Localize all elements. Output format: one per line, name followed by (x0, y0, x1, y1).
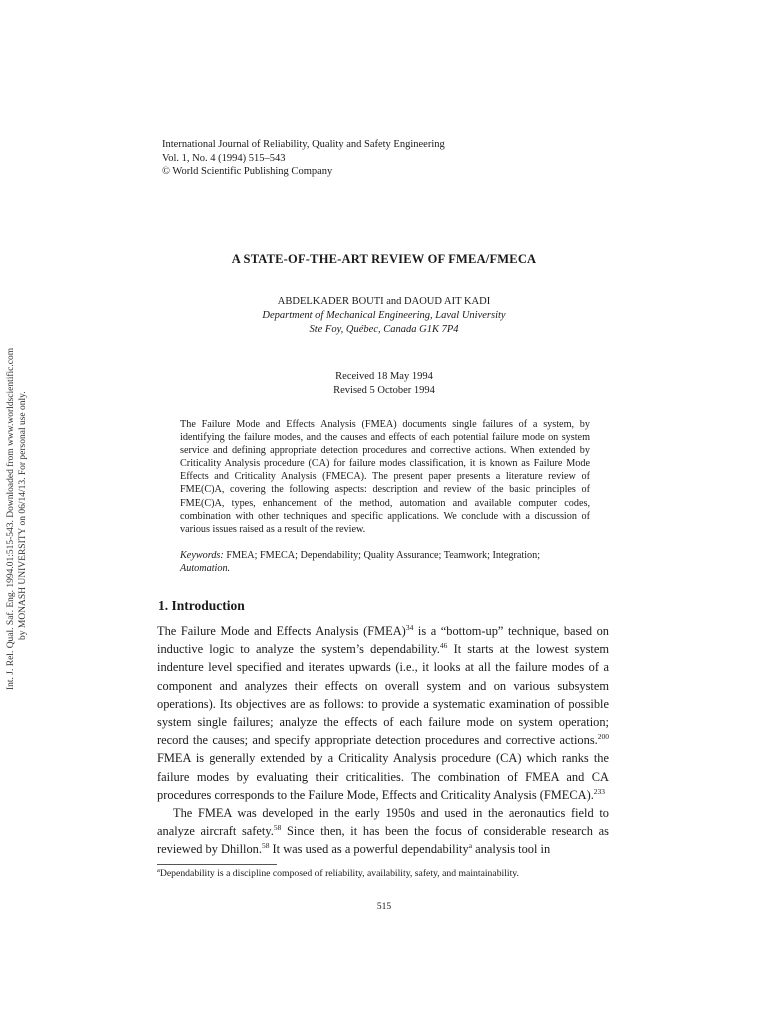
keywords-label: Keywords: (180, 550, 224, 561)
footnote-marker: a (468, 841, 473, 851)
p1-text-1: The Failure Mode and Effects Analysis (FMEA) (157, 624, 406, 638)
footnote (157, 868, 609, 880)
keywords-text-2: Automation. (180, 563, 231, 575)
paper-title: A STATE-OF-THE-ART REVIEW OF FMEA/FMECA (231, 252, 537, 266)
date-block (0, 370, 768, 397)
citation-ref: 233 (593, 786, 606, 796)
footnote-marker: a (157, 867, 160, 874)
keywords-text: FMEA; FMECA; Dependability; Quality Assurance; Teamwork; Integration; (226, 550, 541, 561)
abstract: The Failure Mode and Effects Analysis (FMEA) documents single failures of a system, by identifying the failure modes, and the causes and effects of each potential failure mode on system service and defining appropriate detection procedures and corrective actions. When extended by Criticality Analysis procedure (CA) for failure modes classification, it is known as Failure Mode Effects and Criticality Analysis (FMECA). The present paper presents a literature review of FME(C)A, covering the following aspects: description and review of the basic principles of FME(C)A, types, enhancement of the method, automation and available computer codes, combination with other techniques and specific applications. We conclude with a discussion of various issues raised as a result of the review. (180, 419, 590, 535)
affiliation-line-1: Department of Mechanical Engineering, Laval University (262, 310, 506, 321)
watermark-line-2: by MONASH UNIVERSITY on 06/14/13. For personal use only. (18, 391, 28, 640)
p1-text-2: is a “bottom-up” technique, based on inductive logic to analyze the system’s dependability. (157, 624, 609, 657)
keywords (180, 549, 590, 575)
citation-ref: 200 (597, 732, 609, 742)
footnote-divider (157, 864, 277, 865)
revised-date: Revised 5 October 1994 (333, 384, 435, 396)
p1-text-4: FMEA is generally extended by a Criticality Analysis procedure (CA) which ranks the failure modes by evaluating their criticalities. The combination of FMEA and CA procedures corresponds to the Failure Mode, Effects and Criticality Analysis (FMECA). (157, 751, 609, 802)
p2-text-2: Since then, it has been the focus of considerable research as reviewed by Dhillon. (157, 824, 609, 857)
affiliation-line-2: Ste Foy, Québec, Canada G1K 7P4 (309, 324, 459, 335)
received-date: Received 18 May 1994 (335, 371, 433, 382)
paragraph-2 (157, 804, 609, 859)
journal-header (162, 138, 445, 179)
citation-ref: 34 (405, 623, 414, 632)
p2-text-4: analysis tool in (472, 842, 551, 857)
paragraph-1 (157, 622, 609, 804)
citation-ref: 46 (439, 641, 448, 651)
citation-ref: 58 (273, 823, 282, 833)
citation-ref: 58 (261, 841, 270, 851)
p1-text-3: It starts at the lowest system indenture level specified and iterates upwards (i.e., it looks at all the failure modes of a component and analyzes their effects on overall system and on various subsystem operations). Its objectives are as follows: to provide a systematic examination of possible system single failures; analyze the effects of each failure mode on system operation; record the causes; and specify appropriate detection procedures and corrective actions. (157, 642, 609, 748)
section-heading: 1. Introduction (158, 598, 245, 613)
author-names: ABDELKADER BOUTI and DAOUD AIT KADI (277, 296, 491, 307)
watermark-line-1: Int. J. Rel. Qual. Saf. Eng. 1994.01:515-543. Downloaded from www.worldscientific.com (6, 347, 16, 690)
p2-text-1: The FMEA was developed in the early 1950s and used in the aeronautics field to analyze aircraft safety. (157, 806, 609, 839)
page-number: 515 (376, 902, 392, 912)
author-block (0, 295, 768, 337)
footnote-text: Dependability is a discipline composed of reliability, availability, safety, and maintainability. (159, 868, 519, 879)
journal-copyright: © World Scientific Publishing Company (162, 166, 333, 177)
section-body (157, 622, 609, 859)
journal-volume: Vol. 1, No. 4 (1994) 515–543 (162, 152, 286, 164)
journal-name: International Journal of Reliability, Quality and Safety Engineering (162, 139, 445, 150)
p2-text-3: It was used as a powerful dependability (269, 842, 469, 857)
